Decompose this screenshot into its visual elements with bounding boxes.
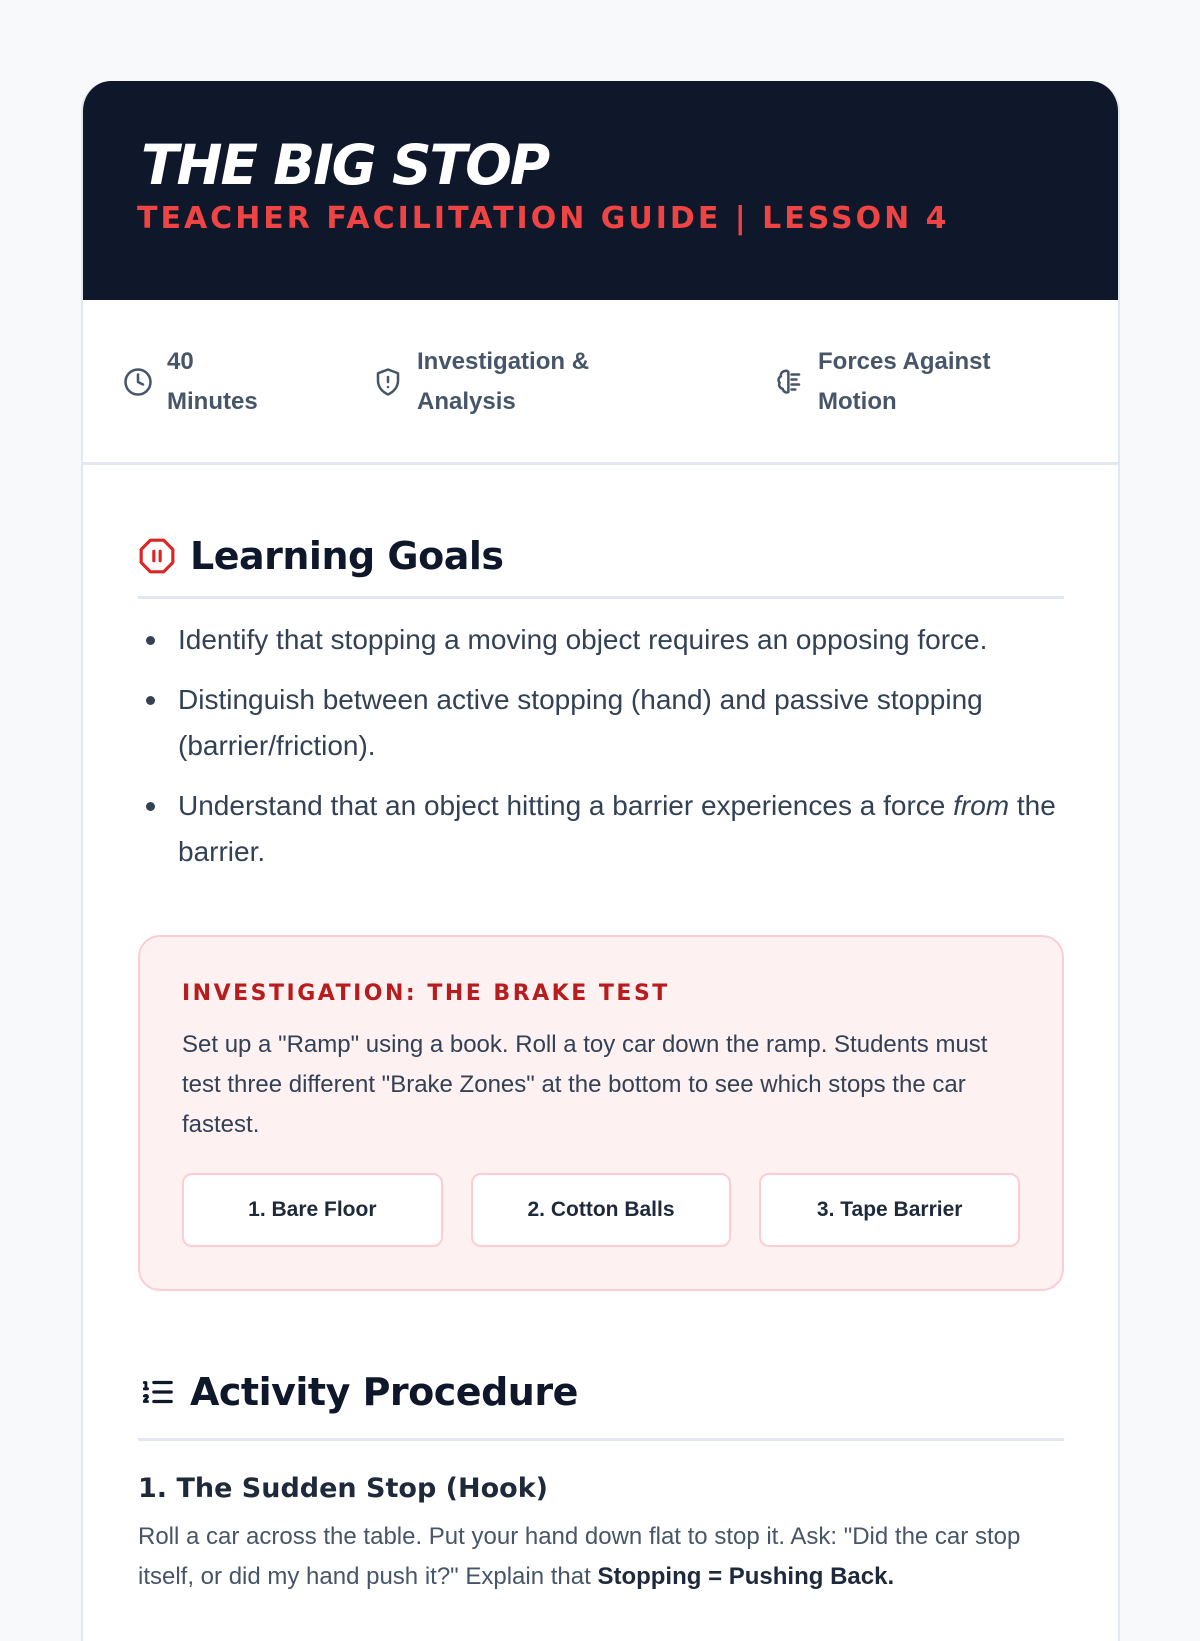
brake-zones <box>182 1173 1020 1247</box>
meta-type <box>373 342 589 422</box>
meta-duration <box>123 342 258 422</box>
clock-icon <box>123 367 153 397</box>
learning-goals-heading <box>138 519 1064 599</box>
meta-topic <box>774 342 991 422</box>
learning-goals-list <box>138 617 1064 875</box>
brake-zone-cotton-balls: 2. Cotton Balls <box>471 1173 732 1247</box>
stop-icon <box>138 537 176 575</box>
activity-procedure-title: Activity Procedure <box>190 1369 578 1414</box>
goal-item <box>138 783 1064 875</box>
meta-topic-text <box>818 342 991 422</box>
meta-duration-text <box>167 342 258 422</box>
goal-item: Distinguish between active stopping (hand) and passive stopping (barrier/friction). <box>138 677 1064 769</box>
guide-content <box>83 519 1118 1597</box>
learning-goals-title: Learning Goals <box>190 533 504 578</box>
goal-item-emphasis: from <box>953 790 1010 821</box>
meta-type-line1: Investigation & <box>417 348 590 375</box>
activity-procedure-heading <box>138 1351 1064 1441</box>
lesson-meta-row <box>83 300 1118 465</box>
meta-topic-line1: Forces Against <box>818 348 991 375</box>
step-1-title: 1. The Sudden Stop (Hook) <box>138 1473 549 1504</box>
investigation-callout <box>138 935 1064 1291</box>
meta-type-line2: Analysis <box>417 388 516 415</box>
step-1-key-idea: Stopping = Pushing Back. <box>597 1563 895 1590</box>
goal-item-text: Understand that an object hitting a barrier experiences a force <box>178 790 954 821</box>
meta-type-text <box>417 342 589 422</box>
brake-zone-bare-floor: 1. Bare Floor <box>182 1173 443 1247</box>
meta-topic-line2: Motion <box>818 388 897 415</box>
page-subtitle: TEACHER FACILITATION GUIDE | LESSON 4 <box>137 201 950 236</box>
meta-duration-unit: Minutes <box>167 388 258 415</box>
shield-icon <box>373 367 403 397</box>
investigation-text: Set up a "Ramp" using a book. Roll a toy car down the ramp. Students must test three different "Brake Zones" at the bottom to see which stops the car fastest. <box>182 1031 988 1138</box>
guide-header <box>83 81 1118 300</box>
goal-item-text-end: the barrier. <box>178 790 1056 867</box>
brain-icon <box>774 367 804 397</box>
goal-item: Identify that stopping a moving object requires an opposing force. <box>138 617 1064 663</box>
numbered-list-icon <box>138 1373 176 1411</box>
brake-zone-tape-barrier: 3. Tape Barrier <box>759 1173 1020 1247</box>
investigation-title: INVESTIGATION: THE BRAKE TEST <box>182 981 670 1006</box>
page-title: THE BIG STOP <box>141 133 549 197</box>
step-1-text <box>138 1517 1064 1597</box>
step-1-body: Roll a car across the table. Put your hand down flat to stop it. Ask: "Did the car stop itself, or did my hand push it?" Explain that <box>138 1523 1021 1590</box>
meta-duration-value: 40 <box>167 348 194 375</box>
guide-card <box>81 81 1120 1641</box>
